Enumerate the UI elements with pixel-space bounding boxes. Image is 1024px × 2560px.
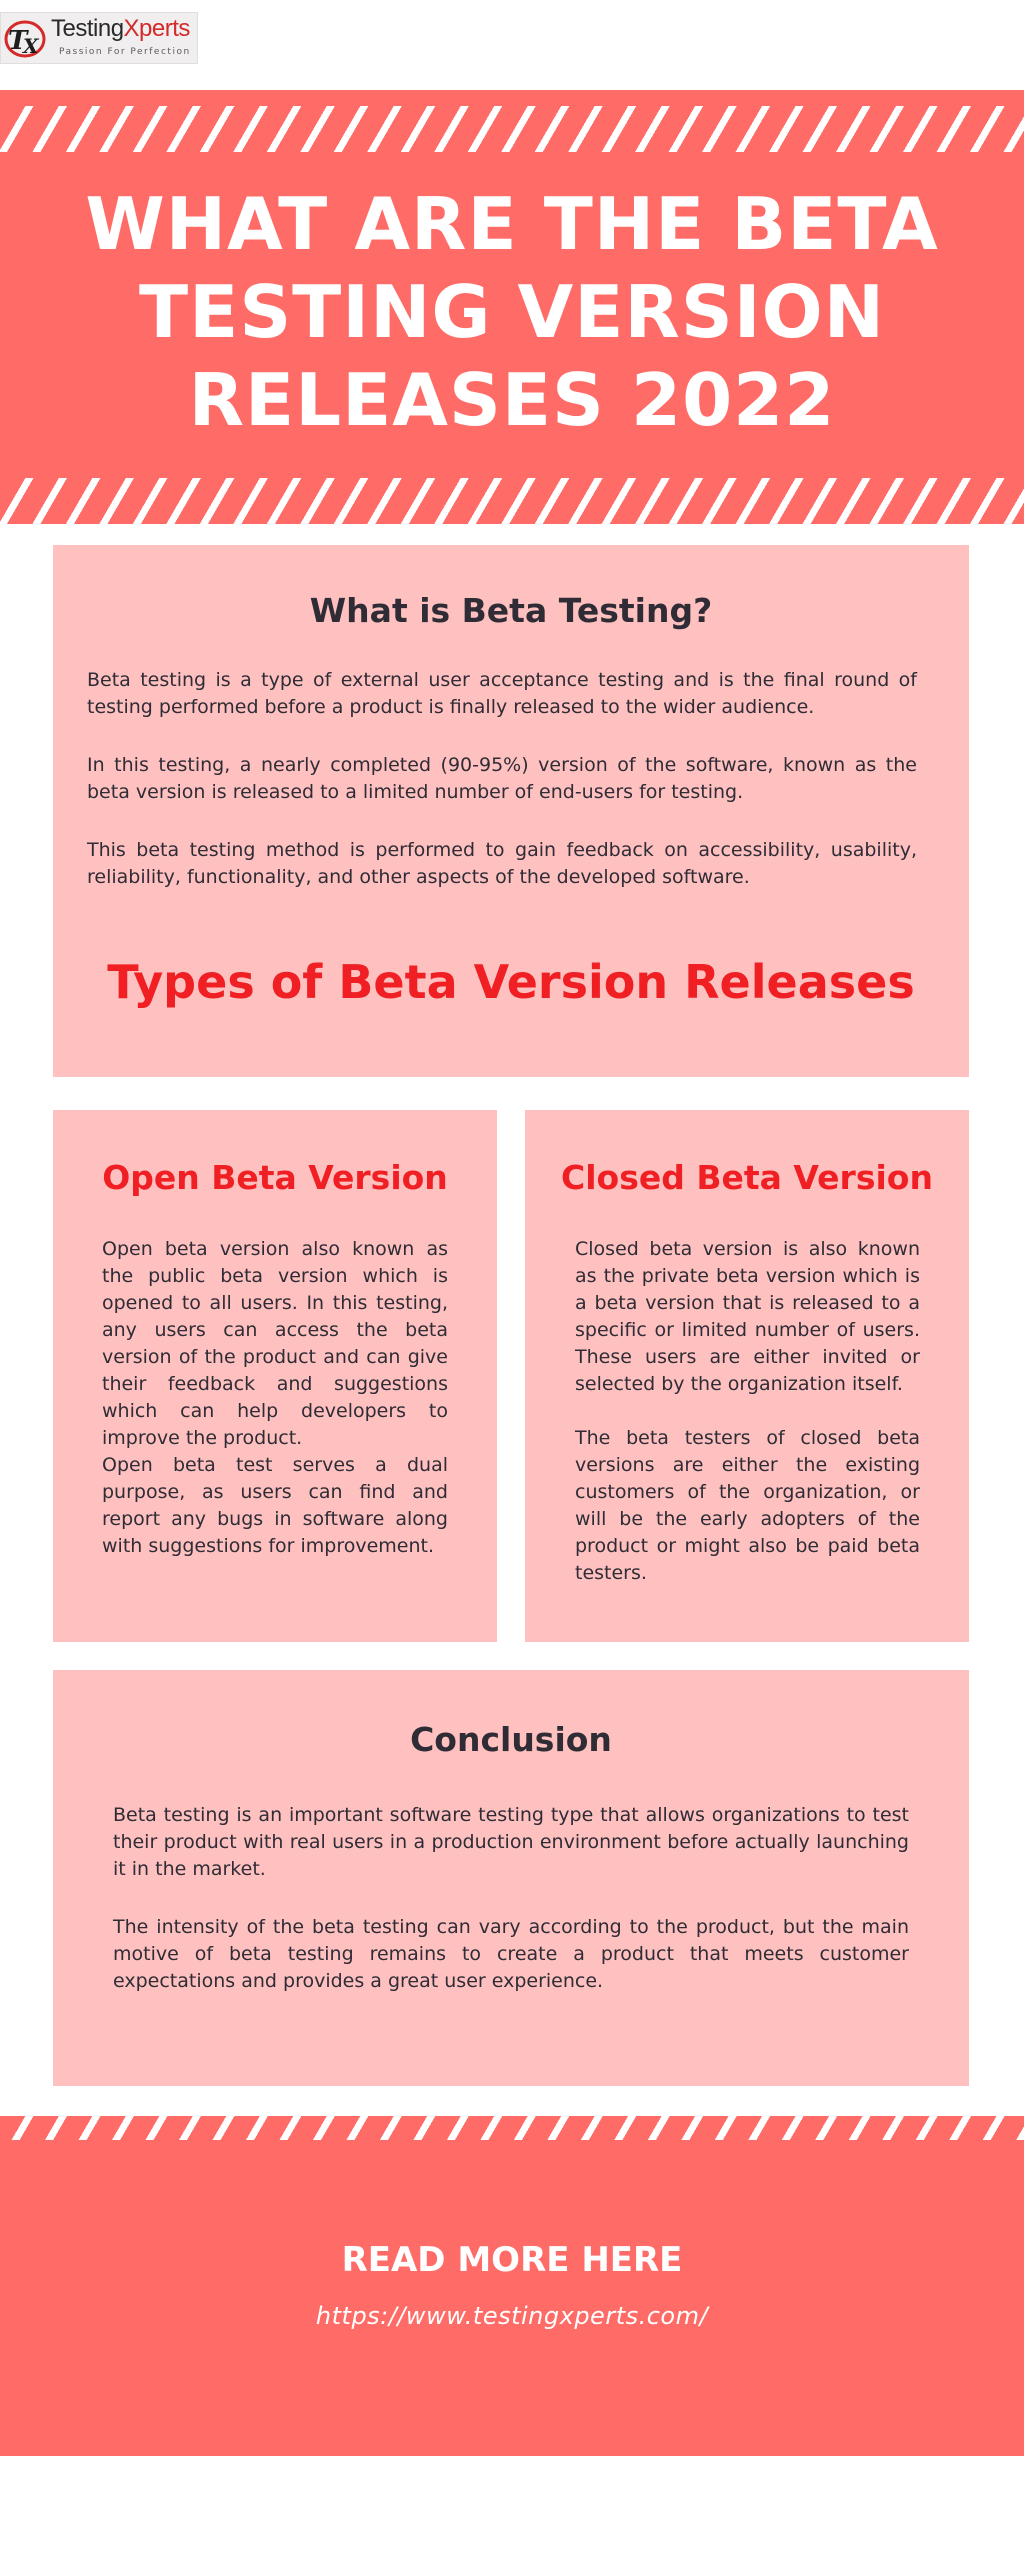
open-beta-card (53, 1110, 497, 1642)
conclusion-paragraph-1: Beta testing is an important software testing type that allows organizations to test their product with real users in a production environment before actually launching it in the market. (113, 1804, 909, 1880)
read-more-link[interactable]: https://www.testingxperts.com/ (315, 2302, 709, 2330)
svg-text:X: X (23, 34, 39, 58)
types-heading: Types of Beta Version Releases (107, 955, 915, 1009)
open-beta-heading: Open Beta Version (102, 1158, 448, 1197)
footer-stripes (0, 2116, 1024, 2140)
closed-beta-paragraph-1: Closed beta version is also known as the private beta version which is a beta version that is released to a specific or limited number of users. These users are either invited or selected by the organization itself. (575, 1238, 920, 1395)
svg-text:T: T (8, 26, 28, 56)
intro-heading: What is Beta Testing? (309, 591, 713, 630)
testingxperts-logo[interactable] (0, 12, 198, 64)
footer-banner (0, 2140, 1024, 2456)
hero-bottom-stripes (0, 478, 1024, 524)
intro-paragraph-2: In this testing, a nearly completed (90-95%) version of the software, known as the beta version is released to a limited number of end-users for testing. (87, 754, 917, 803)
conclusion-heading: Conclusion (410, 1720, 612, 1759)
open-beta-paragraph-1: Open beta version also known as the public beta version which is opened to all users. In this testing, any users can access the beta version of the product and can give their feedback and suggestions which can help developers to improve the product. (102, 1238, 448, 1449)
intro-card (53, 545, 969, 1077)
open-beta-paragraph-2: Open beta test serves a dual purpose, as users can find and report any bugs in software along with suggestions for improvement. (102, 1454, 448, 1557)
hero-top-stripes (0, 106, 1024, 152)
logo-brand-name: TestingXperts (51, 15, 190, 42)
closed-beta-heading: Closed Beta Version (561, 1158, 933, 1197)
conclusion-paragraph-2: The intensity of the beta testing can vary according to the product, but the main motive of beta testing remains to create a product that meets customer expectations and provides a great user experience. (113, 1916, 909, 1992)
closed-beta-card (525, 1110, 969, 1642)
conclusion-card (53, 1670, 969, 2086)
logo-tagline: Passion For Perfection (59, 47, 191, 57)
read-more-heading: READ MORE HERE (341, 2240, 683, 2280)
closed-beta-paragraph-2: The beta testers of closed beta versions are either the existing customers of the organization, or will be the early adopters of the product or might also be paid beta testers. (575, 1427, 920, 1584)
tx-logo-icon (3, 17, 47, 59)
intro-paragraph-1: Beta testing is a type of external user acceptance testing and is the final round of testing performed before a product is finally released to the wider audience. (87, 669, 917, 718)
hero-title: WHAT ARE THE BETA TESTING VERSION RELEASES 2022 (85, 182, 939, 442)
intro-paragraph-3: This beta testing method is performed to gain feedback on accessibility, usability, reliability, functionality, and other aspects of the developed software. (87, 839, 917, 888)
